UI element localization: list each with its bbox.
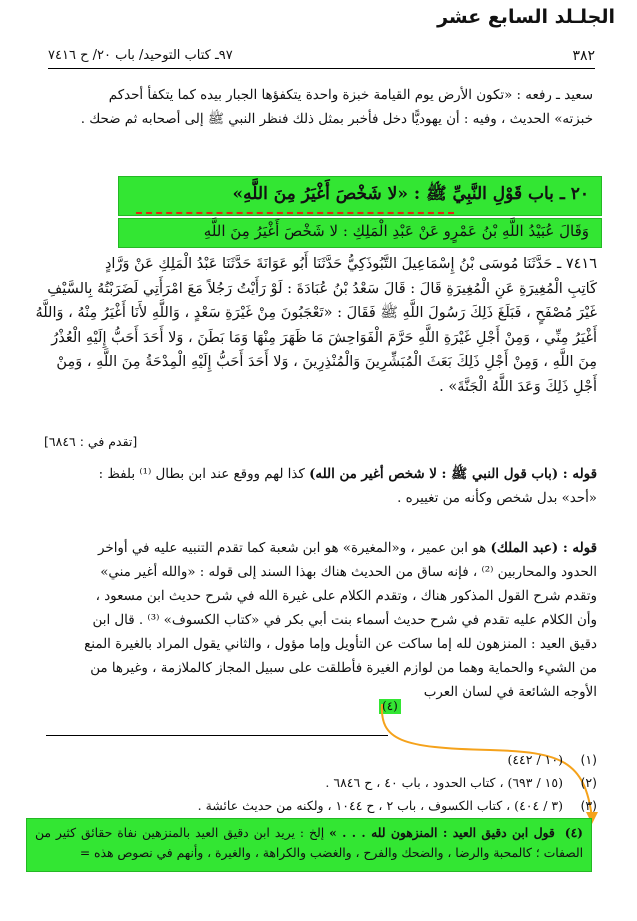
commentary-line: الأوجه الشائعة في لسان العرب	[423, 685, 597, 700]
commentary-line: وأن الكلام عليه تقدم في شرح حديث أسماء بنت أبي بكر في «كتاب الكسوف» ⁽³⁾ . قال ابن	[92, 613, 597, 628]
hadith-line: أَجْلِ ذَلِكَ وَعَدَ اللَّهُ الْجَنَّةَ» .	[439, 378, 597, 395]
chapter-quote: وَقَالَ عُبَيْدُ اللَّهِ بْنُ عَمْرٍو عَنْ عَبْدِ الْمَلِكِ : لا شَخْصَ أَغْيَرُ مِنَ اللَّهِ	[203, 222, 589, 240]
commentary-line: وتقدم شرح القول المذكور هناك ، وتقدم الكلام على غيرة الله في شرح حديث ابن مسعود ،	[95, 589, 597, 604]
footnote-number: (١)	[580, 752, 597, 767]
footnote-4-highlight	[26, 818, 592, 872]
footnote-separator	[46, 735, 388, 736]
hadith-line: ٧٤١٦ ـ حَدَّثَنَا مُوسَى بْنُ إِسْمَاعِيلَ التَّبُوذَكِيُّ حَدَّثَنَا أَبُو عَوَانَةَ حَدَّثَنَا عَبْدُ الْمَلِكِ عَنْ وَرَّادٍ	[104, 256, 597, 272]
red-dashed-rule	[136, 212, 454, 214]
commentary-line: دقيق العيد : المنزهون لله إما ساكت عن التأويل وإما مؤول ، والثاني يقول المراد بالغيرة المنع	[84, 637, 597, 652]
hadith-line: كَاتِبِ الْمُغِيرَةِ عَنِ الْمُغِيرَةِ قَالَ : قَالَ سَعْدُ بْنُ عُبَادَةَ : لَوْ رَأَيْتُ رَجُلاً مَعَ امْرَأَتِي لَضَرَبْتُهُ بِالسَّيْفِ	[47, 280, 597, 297]
footnotes	[44, 748, 597, 817]
footnote-3	[44, 794, 597, 817]
commentary-lead: قوله : (باب قول النبي ﷺ : لا شخص أغير من الله)	[309, 466, 597, 482]
commentary-2	[40, 536, 597, 705]
hadith-text	[30, 252, 597, 399]
header-rule	[48, 68, 595, 69]
hadith-line: أَغْيَرُ مِنِّي ، وَمِنْ أَجْلِ غَيْرَةِ اللَّهِ حَرَّمَ الْفَوَاحِشَ مَا ظَهَرَ مِنْهَا وَمَا بَطَنَ ، وَلا أَحَدَ أَحَبُّ إِلَيْهِ الْعُذْرُ	[51, 329, 597, 346]
chapter-quote-highlight	[118, 218, 602, 248]
cross-reference: [تقدم في : ٦٨٤٦]	[44, 434, 138, 449]
chapter-title-highlight	[118, 176, 602, 216]
page-number: ٣٨٢	[572, 48, 595, 64]
commentary-line: الحدود والمحاربين ⁽²⁾ ، فإنه ساق من الحديث هناك بهذا السند إلى قوله : «والله أغير مني»	[100, 565, 597, 580]
commentary-1	[42, 462, 597, 511]
commentary-text: هو ابن عمير ، و«المغيرة» هو ابن شعبة كما تقدم التنبيه عليه في أواخر	[98, 541, 491, 556]
footnote-marker-4[interactable]: (٤)	[379, 699, 401, 714]
footnote-text: (١٥ / ٦٩٣) ، كتاب الحدود ، باب ٤٠ ، ح ٦٨٤٦ .	[325, 775, 563, 790]
hadith-line: مِنَ اللَّهِ ، وَمِنْ أَجْلِ ذَلِكَ بَعَثَ الْمُبَشِّرِينَ وَالْمُنْذِرِينَ ، وَلا أَحَدَ أَحَبُّ إِلَيْهِ الْمِدْحَةُ مِنَ اللَّهِ ، وَمِنْ	[56, 354, 597, 370]
footnote-text: (٣ / ٤٠٤) ، كتاب الكسوف ، باب ٢ ، ح ١٠٤٤ ، ولكنه من حديث عائشة .	[197, 798, 563, 813]
footnote-number: (٣)	[580, 798, 597, 813]
commentary-text: كذا لهم ووقع عند ابن بطال ⁽¹⁾ بلفظ :	[98, 467, 310, 482]
intro-paragraph	[42, 84, 593, 132]
footnote-4	[35, 823, 583, 863]
chapter-title: ٢٠ ـ باب قَوْلِ النَّبِيِّ ﷺ : «لا شَخْصَ أَغْيَرُ مِنَ اللَّهِ»	[232, 184, 589, 204]
footnote-text: (١٠ / ٤٤٢)	[507, 752, 563, 767]
header-reference: ٩٧ـ كتاب التوحيد/ باب ٢٠/ ح ٧٤١٦	[48, 48, 233, 63]
commentary-line: «أحد» بدل شخص وكأنه من تغييره .	[397, 491, 597, 506]
footnote-1	[44, 748, 597, 771]
footnote-2	[44, 771, 597, 794]
intro-line: سعيد ـ رفعه : «تكون الأرض يوم القيامة خبزة واحدة يتكفؤها الجبار بيده كما يتكفأ أحدكم	[108, 88, 593, 103]
commentary-line	[40, 536, 597, 561]
commentary-line	[42, 462, 597, 487]
commentary-line: من الشيء والحماية وهما من لوازم الغيرة فأطلقت على سبيل المجاز كالملازمة ، وغيرها من	[90, 661, 597, 676]
intro-line: خبزته» الحديث ، وفيه : أن يهوديًّا دخل فأخبر بمثل ذلك فنظر النبي ﷺ إلى أصحابه ثم ضحك .	[80, 112, 593, 127]
footnote-lead: قول ابن دقيق العيد : المنزهون لله . . . »	[329, 825, 555, 840]
hadith-line: غَيْرَ مُصْفَحٍ ، فَبَلَغَ ذَلِكَ رَسُولَ اللَّهِ ﷺ فَقَالَ : «تَعْجَبُونَ مِنْ غَيْرَةِ سَعْدٍ ، وَاللَّهِ لأَنَا أَغْيَرُ مِنْهُ ، وَاللَّهُ	[35, 305, 597, 321]
commentary-lead: قوله : (عبد الملك)	[490, 540, 597, 556]
volume-title: الجلـلد السابع عشر	[437, 6, 615, 28]
footnote-text: إلخ : يريد ابن دقيق العيد بالمنزهين نفاة حقائق كثير من الصفات ؛ كالمحبة والرضا ، والضحك والفرح ، والغضب والكراهة ، والغيرة ، وأنهم في نصوص هذه =	[35, 826, 583, 860]
footnote-number: (٢)	[580, 775, 597, 790]
footnote-number: (٤)	[564, 825, 583, 840]
